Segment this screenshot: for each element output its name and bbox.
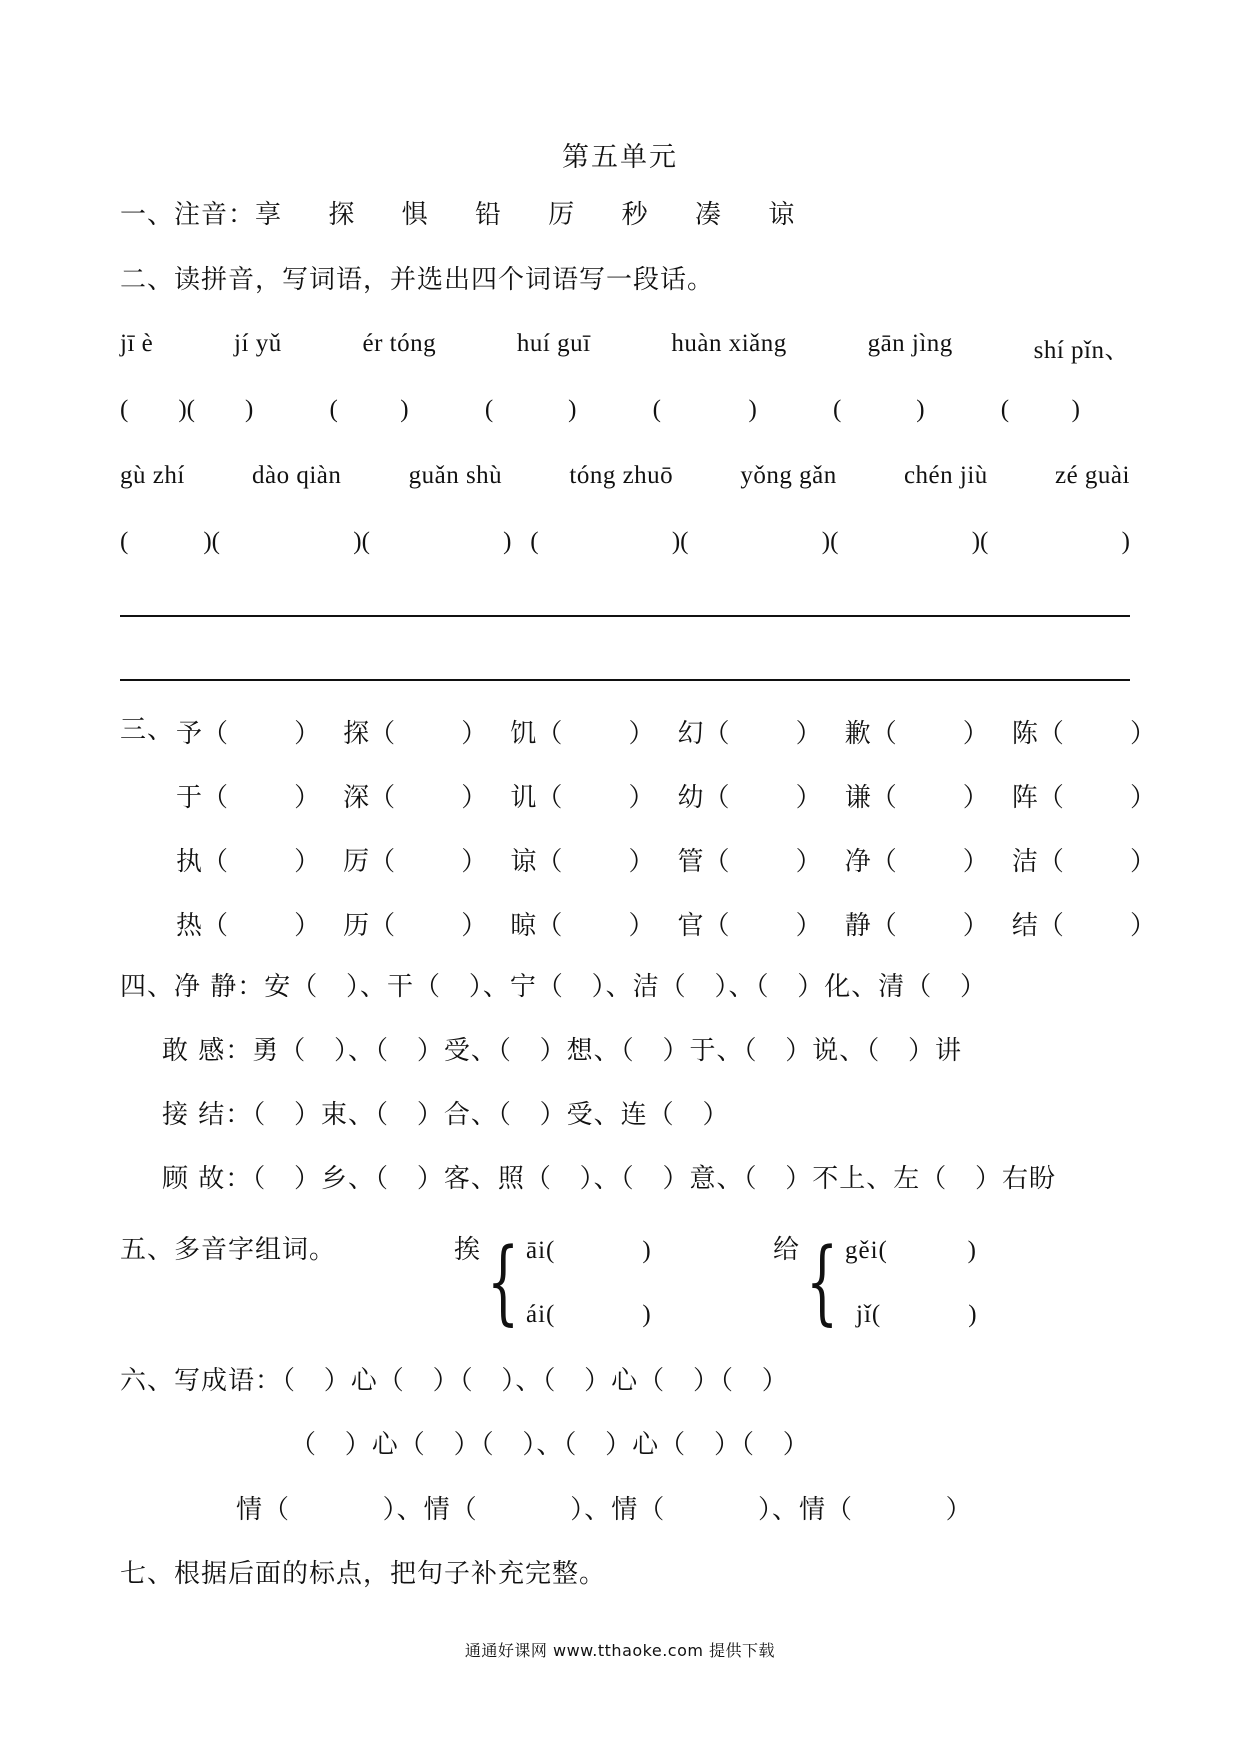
answer-blank: ( )( xyxy=(120,528,220,555)
answer-blank: )( xyxy=(821,528,839,555)
section-5-label: 五、多音字组词。 xyxy=(120,1235,337,1265)
word-pair-item: 深（ ） xyxy=(343,783,488,813)
answer-blank: )( xyxy=(353,528,370,555)
word-pair-item: 歉（ ） xyxy=(844,719,989,749)
word-pair-item: 于（ ） xyxy=(176,783,321,813)
word-pair-item: 静（ ） xyxy=(844,911,989,941)
writing-line xyxy=(120,615,1130,617)
word-pair-item: 历（ ） xyxy=(343,911,488,941)
section-6-line: （ ）心（ ）（ ）、（ ）心（ ）（ ） xyxy=(290,1430,810,1460)
page-title: 第五单元 xyxy=(562,142,678,173)
pinyin-word: shí pǐn、 xyxy=(1033,337,1130,364)
section-1-phonetic: 一、注音：享 探 惧 铅 厉 秒 凑 谅 xyxy=(120,200,796,230)
section-6-line: 情（ ）、情（ ）、情（ ）、情（ ） xyxy=(236,1495,973,1525)
word-pair-item: 洁（ ） xyxy=(1011,847,1156,877)
word-pair-item: 陈（ ） xyxy=(1011,719,1156,749)
pinyin-word: yǒng gǎn xyxy=(740,462,837,489)
word-pair-row xyxy=(176,905,1156,942)
section-3-label: 三、 xyxy=(120,715,175,745)
pinyin-word: gān jìng xyxy=(867,330,953,357)
polyphone-reading: jǐ( ) xyxy=(856,1301,978,1328)
answer-blank: )( xyxy=(971,528,989,555)
answer-blank: ( ) xyxy=(652,396,757,423)
word-pair-item: 管（ ） xyxy=(677,847,822,877)
pinyin-word: tóng zhuō xyxy=(569,462,674,489)
word-pair-item: 厉（ ） xyxy=(343,847,488,877)
word-pair-row xyxy=(176,777,1156,814)
polyphone-reading: ái( ) xyxy=(526,1301,652,1328)
answer-blank: ( )( ) xyxy=(120,396,254,423)
brace-icon: { xyxy=(806,1228,839,1335)
word-pair-row xyxy=(176,841,1156,878)
brace-icon: { xyxy=(487,1228,520,1335)
word-pair-item: 官（ ） xyxy=(677,911,822,941)
word-pair-item: 结（ ） xyxy=(1011,911,1156,941)
word-pair-item: 热（ ） xyxy=(176,911,321,941)
pinyin-row-2 xyxy=(120,462,1130,490)
pinyin-word: guǎn shù xyxy=(408,462,503,489)
section-7-heading: 七、根据后面的标点，把句子补充完整。 xyxy=(120,1559,607,1589)
pinyin-word: chén jiù xyxy=(903,462,988,489)
answer-blank: )( xyxy=(671,528,689,555)
word-pair-item: 谦（ ） xyxy=(844,783,989,813)
word-pair-item: 讥（ ） xyxy=(510,783,655,813)
pinyin-word: huí guī xyxy=(516,330,591,357)
polyphone-reading: āi( ) xyxy=(526,1237,652,1264)
answer-blank: ( ) xyxy=(832,396,925,423)
section-4-line: 接 结：（ ）束、（ ）合、（ ）受、连（ ） xyxy=(162,1100,730,1130)
section-4-line: 顾 故：（ ）乡、（ ）客、照（ ）、（ ）意、（ ）不上、左（ ）右盼 xyxy=(162,1164,1057,1194)
word-pair-item: 幻（ ） xyxy=(677,719,822,749)
pinyin-row-1 xyxy=(120,330,1130,366)
writing-line xyxy=(120,679,1130,681)
answer-blank: ) ( xyxy=(503,528,539,555)
answer-blanks-row-2 xyxy=(120,528,1130,556)
answer-blank: ) xyxy=(1121,528,1130,555)
section-4-line: 敢 感：勇（ ）、（ ）受、（ ）想、（ ）于、（ ）说、（ ）讲 xyxy=(162,1036,963,1066)
polyphone-reading: gěi( ) xyxy=(845,1237,977,1264)
word-pair-item: 阵（ ） xyxy=(1011,783,1156,813)
section-4-line: 四、净 静：安（ ）、干（ ）、宁（ ）、洁（ ）、（ ）化、清（ ） xyxy=(120,972,988,1002)
word-pair-item: 晾（ ） xyxy=(510,911,655,941)
word-pair-item: 净（ ） xyxy=(844,847,989,877)
pinyin-word: zé guài xyxy=(1054,462,1130,489)
section-6-line: 六、写成语：（ ）心（ ）（ ）、（ ）心（ ）（ ） xyxy=(120,1366,789,1396)
word-pair-item: 幼（ ） xyxy=(677,783,822,813)
word-pair-item: 执（ ） xyxy=(176,847,321,877)
answer-blank: ( ) xyxy=(329,396,409,423)
word-pair-item: 谅（ ） xyxy=(510,847,655,877)
answer-blanks-row-1 xyxy=(120,396,1080,424)
polyphone-char: 给 xyxy=(773,1235,801,1265)
pinyin-word: gù zhí xyxy=(120,462,185,489)
word-pair-item: 饥（ ） xyxy=(510,719,655,749)
pinyin-word: huàn xiǎng xyxy=(671,330,787,357)
word-pair-row xyxy=(176,713,1156,750)
answer-blank: ( ) xyxy=(484,396,577,423)
answer-blank: ( ) xyxy=(1000,396,1080,423)
footer-credit: 通通好课网 www.tthaoke.com 提供下载 xyxy=(464,1641,776,1660)
section-2-heading: 二、读拼音，写词语，并选出四个词语写一段话。 xyxy=(120,265,715,295)
word-pair-item: 予（ ） xyxy=(176,719,321,749)
word-pair-item: 探（ ） xyxy=(343,719,488,749)
polyphone-char: 挨 xyxy=(454,1235,482,1265)
pinyin-word: jī è xyxy=(120,330,154,357)
pinyin-word: jí yǔ xyxy=(234,330,282,357)
pinyin-word: dào qiàn xyxy=(252,462,342,489)
pinyin-word: ér tóng xyxy=(362,330,437,357)
